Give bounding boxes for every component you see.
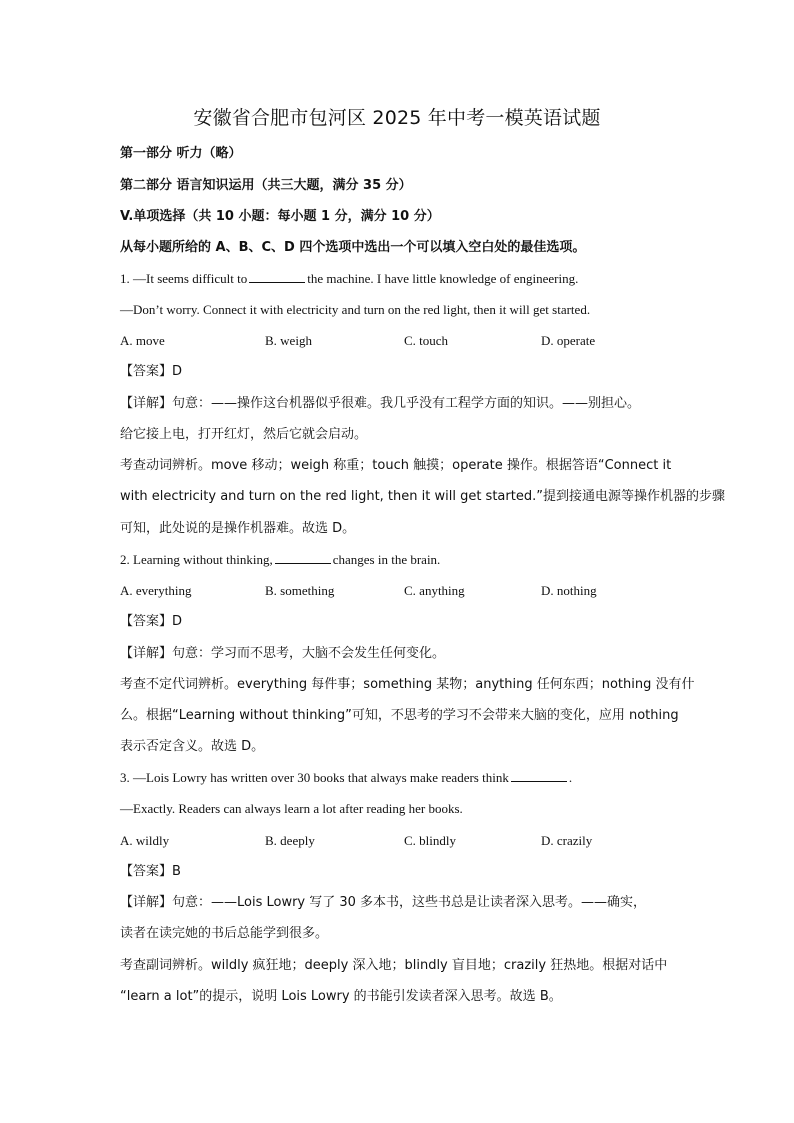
q3-stem	[120, 769, 572, 787]
page-title: 安徽省合肥市包河区 2025 年中考一模英语试题	[193, 107, 601, 129]
q1-blank	[249, 270, 305, 283]
q2-answer: 【答案】D	[120, 614, 183, 629]
q3-option-d: D. crazily	[541, 833, 593, 848]
q3-analysis-line2: “learn a lot”的提示，说明 Lois Lowry 的书能引发读者深入思考。故选 B。	[120, 989, 562, 1004]
q2-option-a: A. everything	[120, 583, 192, 598]
q3-option-c: C. blindly	[404, 833, 457, 848]
q1-stem-part-b: the machine. I have little knowledge of engineering.	[307, 271, 579, 286]
q1-detail-line1: 【详解】句意：——操作这台机器似乎很难。我几乎没有工程学方面的知识。——别担心。	[120, 396, 641, 411]
q1-stem	[120, 270, 578, 288]
q2-stem-part-a: 2. Learning without thinking,	[120, 552, 273, 567]
q1-analysis-line3: 可知，此处说的是操作机器难。故选 D。	[120, 521, 356, 536]
q2-analysis-line3: 表示否定含义。故选 D。	[120, 739, 265, 754]
instruction-text: 从每小题所给的 A、B、C、D 四个选项中选出一个可以填入空白处的最佳选项。	[120, 240, 586, 255]
q3-blank	[511, 769, 567, 782]
q1-reply: —Don’t worry. Connect it with electricity and turn on the red light, then it will get started.	[120, 302, 591, 317]
q1-option-b: B. weigh	[265, 333, 312, 348]
q3-reply: —Exactly. Readers can always learn a lot after reading her books.	[120, 801, 463, 816]
q1-detail-line2: 给它接上电，打开红灯，然后它就会启动。	[120, 427, 368, 442]
q2-option-b: B. something	[265, 583, 335, 598]
q1-analysis-line1: 考查动词辨析。move 移动；weigh 称重；touch 触摸；operate 操作。根据答语“Connect it	[120, 458, 672, 473]
q2-stem	[120, 551, 440, 569]
part1-heading: 第一部分 听力（略）	[120, 146, 242, 161]
part2-heading: 第二部分 语言知识运用（共三大题，满分 35 分）	[120, 178, 412, 193]
q1-answer: 【答案】D	[120, 364, 183, 379]
q1-option-c: C. touch	[404, 333, 449, 348]
q1-analysis-line2: with electricity and turn on the red light, then it will get started.”提到接通电源等操作机器的步骤	[120, 489, 725, 504]
q3-option-b: B. deeply	[265, 833, 315, 848]
section5-heading: V.单项选择（共 10 小题：每小题 1 分，满分 10 分）	[120, 209, 440, 224]
q3-detail-line1: 【详解】句意：——Lois Lowry 写了 30 多本书，这些书总是让读者深入思考。——确实，	[120, 895, 647, 910]
q3-detail-line2: 读者在读完她的书后总能学到很多。	[120, 926, 329, 941]
q1-option-d: D. operate	[541, 333, 596, 348]
q2-option-d: D. nothing	[541, 583, 597, 598]
q2-stem-part-b: changes in the brain.	[332, 552, 441, 567]
q3-option-a: A. wildly	[120, 833, 170, 848]
q1-stem-part-a: 1. —It seems difficult to	[120, 271, 248, 286]
q2-detail-line1: 【详解】句意：学习而不思考，大脑不会发生任何变化。	[120, 646, 446, 661]
q2-blank	[275, 551, 331, 564]
q2-option-c: C. anything	[404, 583, 465, 598]
q2-analysis-line1: 考查不定代词辨析。everything 每件事；something 某物；anything 任何东西；nothing 没有什	[120, 677, 695, 692]
q1-option-a: A. move	[120, 333, 165, 348]
q2-analysis-line2: 么。根据“Learning without thinking”可知，不思考的学习不会带来大脑的变化，应用 nothing	[120, 708, 679, 723]
q3-answer: 【答案】B	[120, 864, 181, 879]
q3-stem-part-b: .	[568, 770, 573, 785]
q3-stem-part-a: 3. —Lois Lowry has written over 30 books that always make readers think	[120, 770, 509, 785]
q3-analysis-line1: 考查副词辨析。wildly 疯狂地；deeply 深入地；blindly 盲目地；crazily 狂热地。根据对话中	[120, 958, 668, 973]
